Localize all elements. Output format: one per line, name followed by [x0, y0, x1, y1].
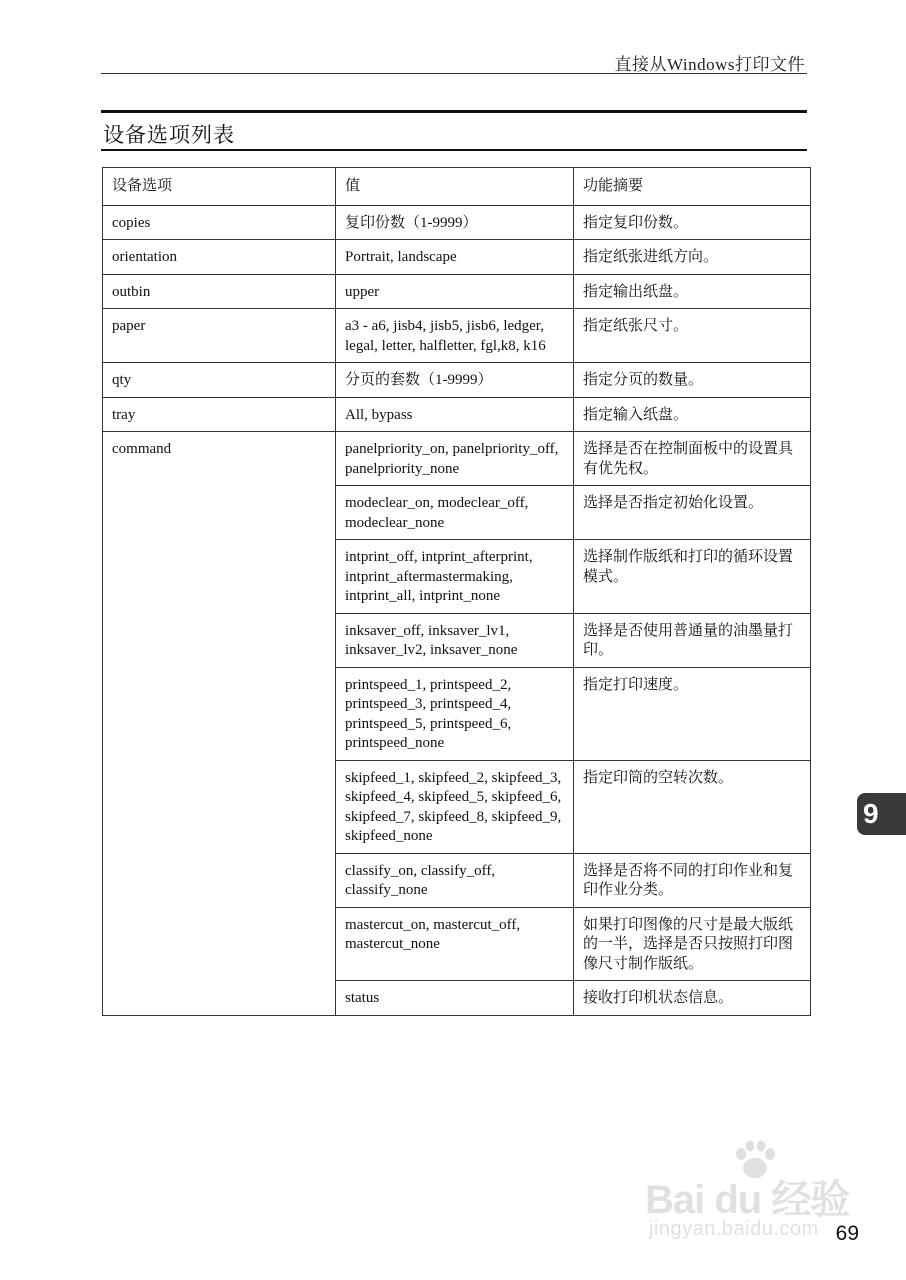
- section-rule-top: [101, 110, 807, 113]
- summary-cell: 选择是否指定初始化设置。: [574, 486, 811, 540]
- option-cell: outbin: [103, 274, 336, 309]
- summary-cell: 选择是否在控制面板中的设置具有优先权。: [574, 432, 811, 486]
- table-row: [103, 397, 811, 432]
- table-row: [103, 432, 811, 486]
- option-cell: tray: [103, 397, 336, 432]
- value-cell: mastercut_on, mastercut_off, mastercut_none: [336, 907, 574, 981]
- summary-cell: 选择是否使用普通量的油墨量打印。: [574, 613, 811, 667]
- summary-cell: 如果打印图像的尺寸是最大版纸的一半，选择是否只按照打印图像尺寸制作版纸。: [574, 907, 811, 981]
- summary-cell: 指定复印份数。: [574, 205, 811, 240]
- value-cell: printspeed_1, printspeed_2, printspeed_3, printspeed_4, printspeed_5, printspeed_6, printspeed_none: [336, 667, 574, 760]
- column-header-summary: 功能摘要: [574, 168, 811, 206]
- summary-cell: 接收打印机状态信息。: [574, 981, 811, 1016]
- table-row: [103, 205, 811, 240]
- summary-cell: 指定纸张进纸方向。: [574, 240, 811, 275]
- summary-cell: 选择是否将不同的打印作业和复印作业分类。: [574, 853, 811, 907]
- option-cell: orientation: [103, 240, 336, 275]
- value-cell: inksaver_off, inksaver_lv1, inksaver_lv2, inksaver_none: [336, 613, 574, 667]
- summary-cell: 指定输入纸盘。: [574, 397, 811, 432]
- section-title: 设备选项列表: [103, 123, 235, 147]
- column-header-option: 设备选项: [103, 168, 336, 206]
- watermark-logo: Bai du 经验: [645, 1178, 850, 1222]
- value-cell: status: [336, 981, 574, 1016]
- table-row: [103, 240, 811, 275]
- value-cell: All, bypass: [336, 397, 574, 432]
- value-cell: 分页的套数（1-9999）: [336, 363, 574, 398]
- section-rule-bottom: [101, 149, 807, 151]
- value-cell: panelpriority_on, panelpriority_off, panelpriority_none: [336, 432, 574, 486]
- option-cell: paper: [103, 309, 336, 363]
- summary-cell: 指定输出纸盘。: [574, 274, 811, 309]
- running-header-title: 直接从Windows打印文件: [614, 55, 805, 74]
- value-cell: 复印份数（1-9999）: [336, 205, 574, 240]
- value-cell: upper: [336, 274, 574, 309]
- watermark-url: jingyan.baidu.com: [649, 1218, 819, 1240]
- summary-cell: 指定纸张尺寸。: [574, 309, 811, 363]
- chapter-tab: 9: [857, 793, 906, 835]
- page-number: 69: [835, 1222, 859, 1245]
- header-rule: [101, 73, 807, 74]
- summary-cell: 指定打印速度。: [574, 667, 811, 760]
- value-cell: skipfeed_1, skipfeed_2, skipfeed_3, skipfeed_4, skipfeed_5, skipfeed_6, skipfeed_7, skipfeed_8, skipfeed_9, skipfeed_none: [336, 760, 574, 853]
- option-cell: qty: [103, 363, 336, 398]
- table-row: [103, 363, 811, 398]
- summary-cell: 指定分页的数量。: [574, 363, 811, 398]
- value-cell: modeclear_on, modeclear_off, modeclear_none: [336, 486, 574, 540]
- value-cell: Portrait, landscape: [336, 240, 574, 275]
- option-cell: copies: [103, 205, 336, 240]
- summary-cell: 指定印筒的空转次数。: [574, 760, 811, 853]
- device-options-table: [102, 167, 811, 1016]
- column-header-value: 值: [336, 168, 574, 206]
- table-row: [103, 309, 811, 363]
- summary-cell: 选择制作版纸和打印的循环设置模式。: [574, 540, 811, 614]
- value-cell: intprint_off, intprint_afterprint, intprint_aftermastermaking, intprint_all, intprint_none: [336, 540, 574, 614]
- table-row: [103, 274, 811, 309]
- baidu-watermark: [645, 1140, 860, 1245]
- value-cell: a3 - a6, jisb4, jisb5, jisb6, ledger, legal, letter, halfletter, fgl,k8, k16: [336, 309, 574, 363]
- value-cell: classify_on, classify_off, classify_none: [336, 853, 574, 907]
- table-header-row: [103, 168, 811, 206]
- option-cell-command: command: [103, 432, 336, 1016]
